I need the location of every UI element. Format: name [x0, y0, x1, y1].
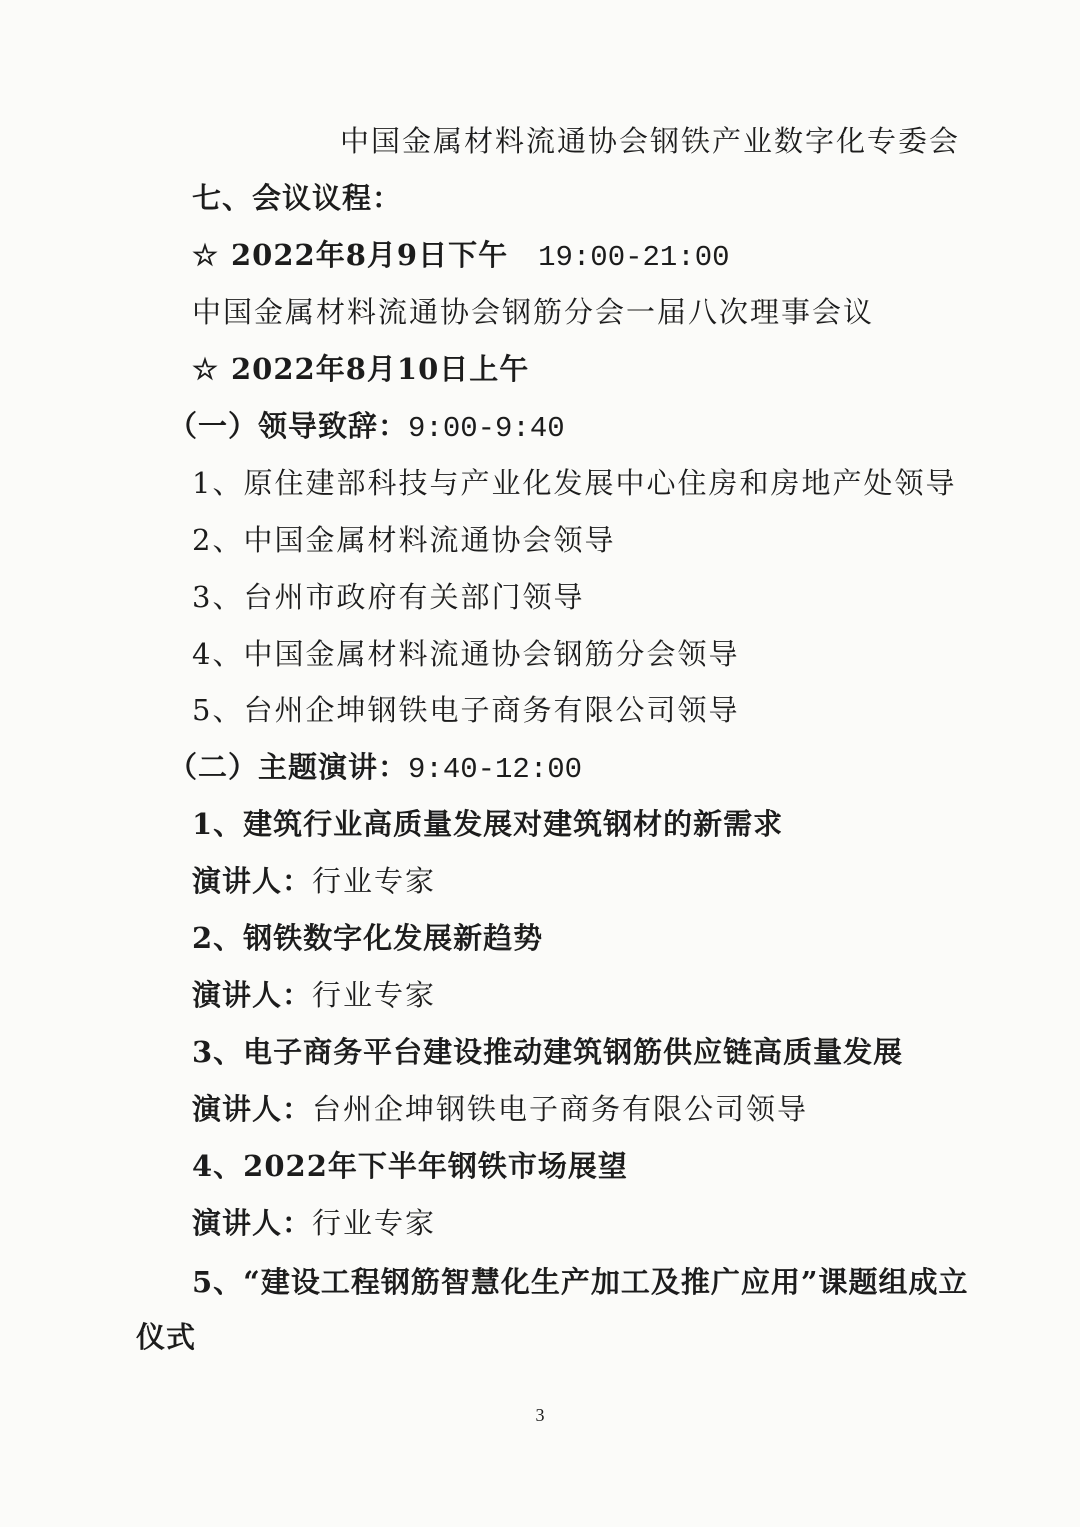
part2-heading-line: [168, 747, 582, 790]
part1-heading: （一）领导致辞：: [168, 409, 409, 443]
talk-speaker-line: [192, 1089, 808, 1129]
talk-speaker: 行业专家: [312, 978, 437, 1012]
list-item: 2、中国金属材料流通协会领导: [192, 523, 616, 557]
speaker-label: 演讲人：: [192, 1092, 313, 1126]
section-title: 七、会议议程：: [192, 181, 403, 215]
part2-time: 9:40-12:00: [408, 753, 583, 786]
talk-speaker: 台州企坤钢铁电子商务有限公司领导: [312, 1092, 809, 1126]
talk-speaker-line: [192, 975, 436, 1015]
day2-line: [192, 349, 529, 389]
speaker-label: 演讲人：: [192, 864, 313, 898]
speaker-label: 演讲人：: [192, 1206, 313, 1240]
speaker-label: 演讲人：: [192, 978, 313, 1012]
talk-speaker: 行业专家: [312, 864, 437, 898]
day2-date: 2022年8月10日上午: [231, 352, 530, 386]
part2-heading: （二）主题演讲：: [168, 750, 409, 784]
header-org: 中国金属材料流通协会钢铁产业数字化专委会: [340, 124, 961, 158]
day1-time: 19:00-21:00: [538, 241, 730, 274]
page-number: 3: [535, 1405, 545, 1425]
star-icon: ☆: [192, 238, 219, 272]
talk-title: 2、钢铁数字化发展新趋势: [192, 921, 544, 955]
part1-heading-line: [168, 406, 565, 449]
talk-title: 3、电子商务平台建设推动建筑钢筋供应链高质量发展: [192, 1035, 904, 1069]
list-item: 5、台州企坤钢铁电子商务有限公司领导: [192, 693, 740, 727]
day1-line: [192, 235, 730, 278]
item5-line2: 仪式: [136, 1320, 197, 1354]
list-item: 1、原住建部科技与产业化发展中心住房和房地产处领导: [192, 466, 957, 500]
day1-date: 2022年8月9日下午: [231, 238, 509, 272]
talk-title: 1、建筑行业高质量发展对建筑钢材的新需求: [192, 807, 784, 841]
talk-speaker: 行业专家: [312, 1206, 437, 1240]
part1-time: 9:00-9:40: [408, 412, 565, 445]
list-item: 4、中国金属材料流通协会钢筋分会领导: [192, 637, 740, 671]
star-icon: ☆: [192, 352, 219, 386]
day1-event: 中国金属材料流通协会钢筋分会一届八次理事会议: [192, 295, 875, 329]
talk-speaker-line: [192, 1203, 436, 1243]
item5-line1: 5、“建设工程钢筋智慧化生产加工及推广应用”课题组成立: [192, 1265, 969, 1299]
list-item: 3、台州市政府有关部门领导: [192, 580, 585, 614]
talk-title: 4、2022年下半年钢铁市场展望: [192, 1149, 628, 1183]
talk-speaker-line: [192, 861, 436, 901]
